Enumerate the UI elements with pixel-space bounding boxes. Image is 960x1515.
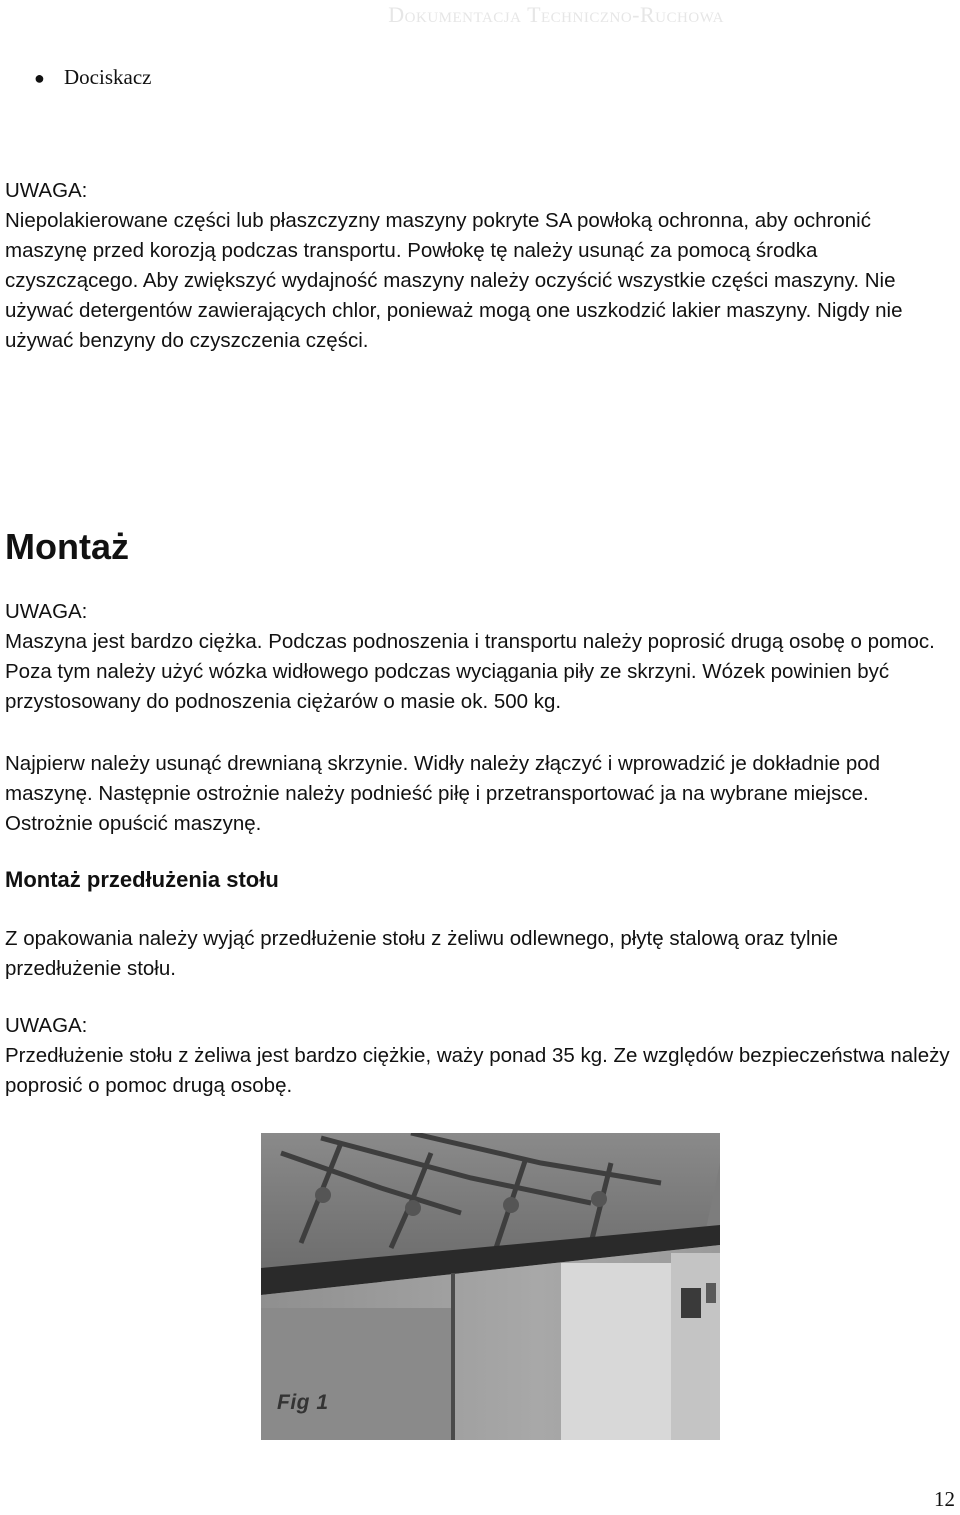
figure-label: Fig 1: [277, 1391, 329, 1414]
warning-label: UWAGA:: [5, 1014, 88, 1037]
bullet-text: Dociskacz: [64, 65, 152, 89]
extension-intro: [5, 924, 955, 984]
extension-intro-text: Z opakowania należy wyjąć przedłużenie stołu z żeliwu odlewnego, płytę stalową oraz tylnie przedłużenie stołu.: [5, 927, 838, 980]
figure-1-photo: [261, 1133, 720, 1440]
page-number: 12: [934, 1487, 955, 1511]
bullet-list-item: [34, 62, 151, 93]
cleaning-text: Niepolakierowane części lub płaszczyzny maszyny pokryte SA powłoką ochronna, aby ochronić maszynę przed korozją podczas transportu. Powłokę tę należy usunąć za pomocą środka czyszczącego. Aby zwiększyć wydajność maszyny należy oczyścić wszystkie części maszyny. Nie używać detergentów zawierających chlor, ponieważ mogą one uszkodzić lakier maszyny. Nigdy nie używać benzyny do czyszczenia części.: [5, 209, 903, 352]
assembly-procedure: [5, 749, 955, 839]
warning-label: UWAGA:: [5, 600, 88, 623]
extension-warning-text: Przedłużenie stołu z żeliwa jest bardzo ciężkie, waży ponad 35 kg. Ze względów bezpieczeństwa należy poprosić o pomoc drugą osobę.: [5, 1044, 950, 1097]
figure-illustration: [261, 1133, 720, 1440]
section-title-table-extension: Montaż przedłużenia stołu: [5, 867, 279, 892]
warning-label: UWAGA:: [5, 179, 88, 202]
document-header: Dokumentacja Techniczno-Ruchowa: [388, 2, 724, 27]
extension-warning: [5, 1011, 955, 1101]
assembly-procedure-text: Najpierw należy usunąć drewnianą skrzynie. Widły należy złączyć i wprowadzić je dokładnie pod maszynę. Następnie ostrożnie należy podnieść piłę i przetransportować ja na wybrane miejsce. Ostrożnie opuścić maszynę.: [5, 752, 881, 835]
section-title-montaz: Montaż: [5, 526, 129, 567]
cleaning-warning: [5, 176, 955, 356]
assembly-warning: [5, 597, 955, 717]
bullet-icon: ●: [34, 68, 45, 88]
assembly-warning-text: Maszyna jest bardzo ciężka. Podczas podnoszenia i transportu należy poprosić drugą osobę o pomoc. Poza tym należy użyć wózka widłowego podczas wyciągania piły ze skrzyni. Wózek powinien być przystosowany do podnoszenia ciężarów o masie ok. 500 kg.: [5, 630, 935, 713]
